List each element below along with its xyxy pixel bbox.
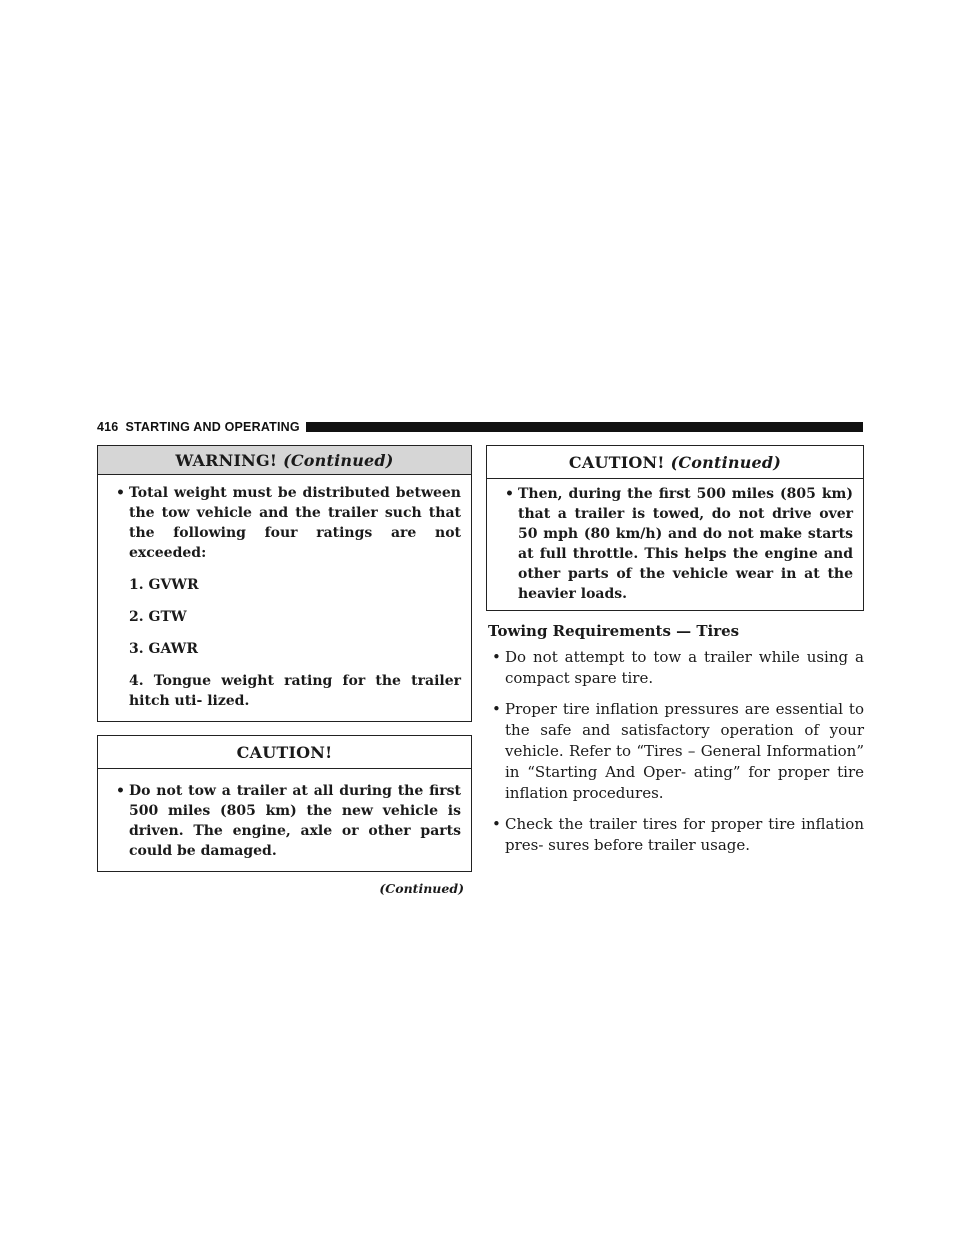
rating-1: 1. GVWR [129, 577, 199, 593]
warning-bullet: • Total weight must be distributed between the tow vehicle and the trailer such that the following four ratings are not exceeded: [108, 483, 461, 563]
continued-note: (Continued) [379, 881, 464, 896]
rating-4: 4. Tongue weight rating for the trailer hitch uti- lized. [129, 673, 461, 709]
right-column [486, 445, 864, 866]
rating-2: 2. GTW [129, 609, 187, 625]
tires-item-1: • Do not attempt to tow a trailer while using a compact spare tire. [486, 647, 864, 689]
caution-box-body [98, 769, 471, 871]
caution-continued-header [487, 446, 863, 479]
page-number: 416 [97, 420, 119, 434]
left-column [97, 445, 472, 896]
caution-box-header [98, 736, 471, 769]
caution-continued-bullet: • Then, during the first 500 miles (805 km) that a trailer is towed, do not drive over 50 mph (80 km/h) and do not make starts at full throttle. This helps the engine and other parts of the vehicle wear in at the heavier loads. [497, 484, 853, 604]
tires-list [486, 647, 864, 856]
caution-bullet: • Do not tow a trailer at all during the first 500 miles (805 km) the new vehicle is driven. The engine, axle or other parts could be damaged. [108, 781, 461, 861]
caution-continued-body [487, 479, 863, 610]
page-header [97, 420, 863, 434]
tires-section-title: Towing Requirements — Tires [488, 622, 740, 640]
header-text [97, 420, 300, 434]
tires-item-2: • Proper tire inflation pressures are essential to the safe and satisfactory operation of your vehicle. Refer to “Tires – General Information” in “Starting And Oper- ating” for proper tire inflation procedures. [486, 699, 864, 804]
caution-title: CAUTION! [236, 743, 333, 762]
rating-3: 3. GAWR [129, 641, 198, 657]
caution-continued-subtitle: (Continued) [670, 453, 782, 472]
warning-box [97, 445, 472, 722]
tires-item-3: • Check the trailer tires for proper tire inflation pres- sures before trailer usage. [486, 814, 864, 856]
caution-continued-box [486, 445, 864, 611]
warning-subtitle: (Continued) [283, 451, 394, 470]
warning-box-header [98, 446, 471, 475]
warning-box-body [98, 475, 471, 721]
warning-title: WARNING! [175, 451, 278, 470]
caution-box [97, 735, 472, 872]
header-rule [306, 422, 863, 432]
caution-continued-title: CAUTION! [568, 453, 665, 472]
section-title: STARTING AND OPERATING [125, 420, 300, 434]
